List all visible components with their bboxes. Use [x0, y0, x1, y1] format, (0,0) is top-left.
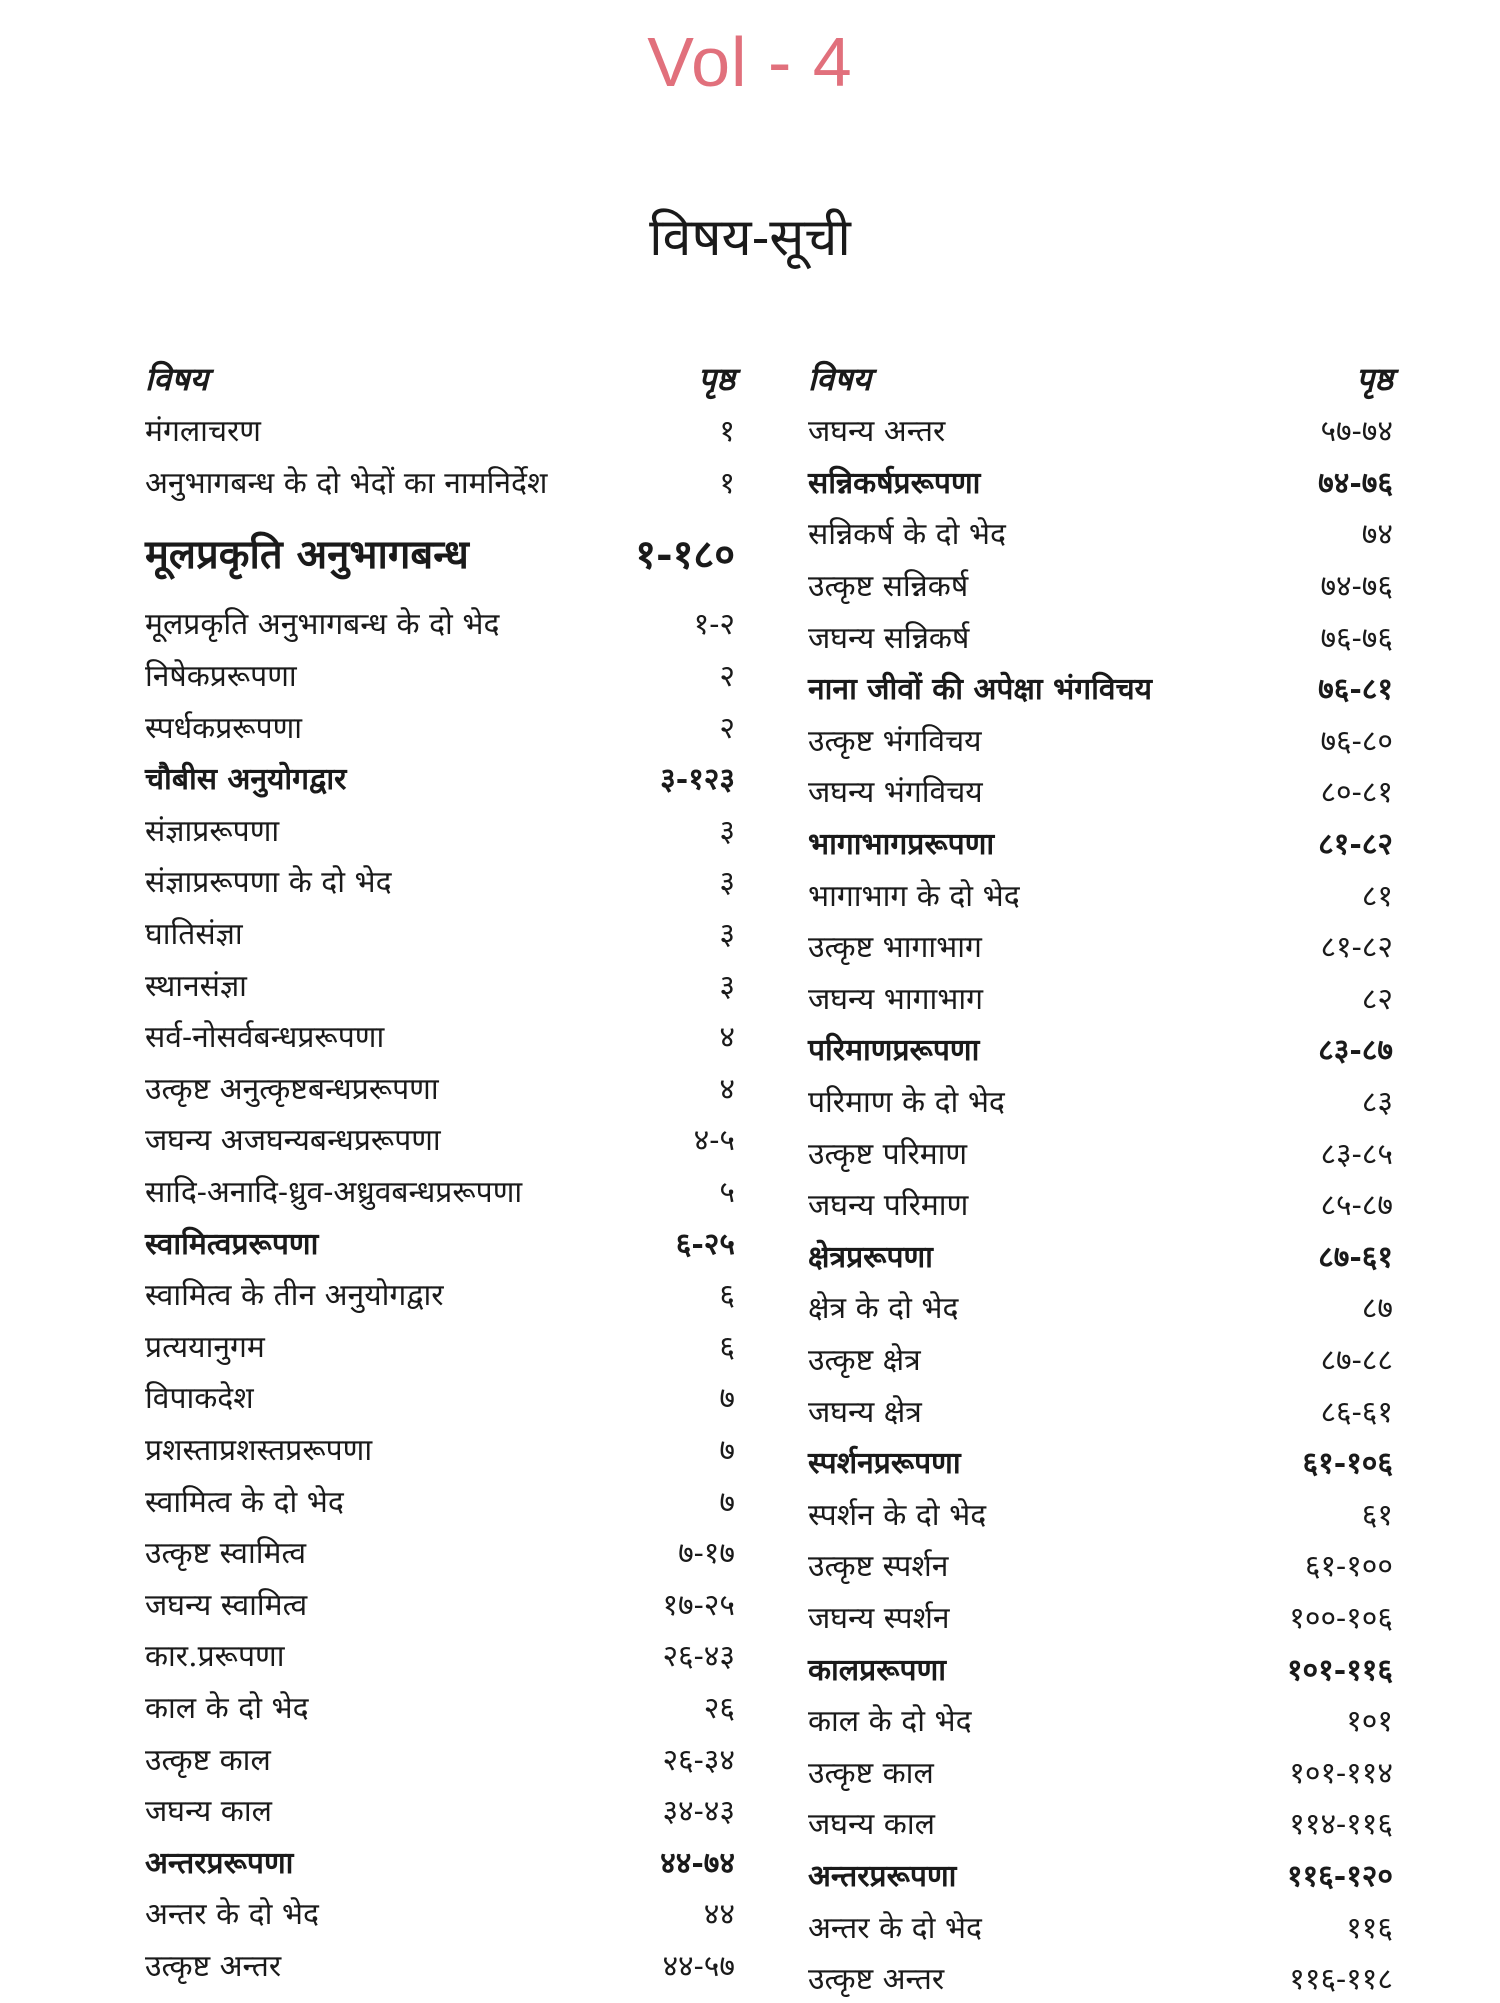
- toc-entry-label: विपाकदेश: [145, 1381, 254, 1417]
- toc-entry-label: निषेकप्ररूपणा: [145, 659, 297, 695]
- toc-entry-label: जघन्य भंगविचय: [808, 775, 983, 811]
- toc-entry: [808, 1849, 1393, 1901]
- toc-entry-page: २: [719, 659, 735, 695]
- toc-entry-label: जघन्य सन्निकर्ष: [808, 620, 970, 656]
- toc-entry-page: १: [719, 414, 735, 450]
- toc-entry-page: ७६-८१: [1318, 672, 1393, 708]
- toc-entry: [808, 1900, 1393, 1952]
- toc-entry-page: ६: [719, 1329, 735, 1365]
- toc-entry-page: ५: [719, 1175, 735, 1211]
- toc-entry-label: उत्कृष्ट स्पर्शन: [808, 1549, 949, 1585]
- toc-entry: [808, 1230, 1393, 1282]
- toc-entry-label: उत्कृष्ट परिमाण: [808, 1136, 968, 1172]
- toc-entry-label: सादि-अनादि-ध्रुव-अध्रुवबन्धप्ररूपणा: [145, 1175, 523, 1211]
- subject-header: विषय: [145, 359, 209, 398]
- toc-entry-page: ४४: [703, 1897, 735, 1933]
- toc-entry: [808, 456, 1393, 508]
- toc-entry: [145, 649, 735, 701]
- toc-entry-page: ४४-७४: [660, 1845, 735, 1881]
- toc-entry: [145, 958, 735, 1010]
- toc-entry: [808, 1952, 1393, 2003]
- toc-entry-label: मंगलाचरण: [145, 414, 261, 450]
- toc-entry: [808, 868, 1393, 920]
- toc-entry-page: ६: [719, 1278, 735, 1314]
- toc-entry-label: क्षेत्रप्ररूपणा: [808, 1239, 933, 1275]
- toc-entry: [808, 1694, 1393, 1746]
- toc-entry-page: ६१: [1361, 1497, 1393, 1533]
- toc-entry-label: स्पर्शनप्ररूपणा: [808, 1446, 961, 1482]
- toc-entry-page: ७४-७६: [1320, 569, 1393, 605]
- toc-entry-page: ११६-१२०: [1286, 1858, 1393, 1894]
- toc-entry-label: भागाभाग के दो भेद: [808, 878, 1020, 914]
- toc-entry: [145, 507, 735, 597]
- subject-header: विषय: [808, 359, 872, 398]
- toc-entry: [808, 1281, 1393, 1333]
- toc-entry: [145, 1423, 735, 1475]
- toc-entry: [808, 1797, 1393, 1849]
- toc-entry-page: २६-४३: [662, 1639, 735, 1675]
- toc-entry: [808, 1487, 1393, 1539]
- toc-entry-page: ७: [719, 1432, 735, 1468]
- toc-entry-page: ६-२५: [675, 1226, 735, 1262]
- toc-entry: [145, 456, 735, 508]
- toc-entry-page: ६१-१०६: [1302, 1446, 1393, 1482]
- toc-entry: [808, 610, 1393, 662]
- toc-entry: [808, 1333, 1393, 1385]
- toc-entry: [145, 1474, 735, 1526]
- toc-entry-page: ४-५: [693, 1123, 735, 1159]
- toc-entry: [145, 1216, 735, 1268]
- toc-entry-label: स्वामित्व के दो भेद: [145, 1484, 344, 1520]
- toc-entry-label: जघन्य स्वामित्व: [145, 1587, 308, 1623]
- toc-entry: [145, 1784, 735, 1836]
- toc-entry: [808, 507, 1393, 559]
- toc-entry-label: जघन्य परिमाण: [808, 1188, 969, 1224]
- page-header: पृष्ठ: [697, 359, 735, 398]
- toc-entry-page: ८७-८८: [1320, 1342, 1393, 1378]
- toc-entry-label: उत्कृष्ट अन्तर: [808, 1962, 945, 1998]
- toc-entry-page: ११६: [1346, 1910, 1393, 1946]
- toc-entry-label: जघन्य अन्तर: [808, 414, 946, 450]
- toc-entry: [808, 1126, 1393, 1178]
- toc-entry-label: उत्कृष्ट भंगविचय: [808, 723, 982, 759]
- toc-entry-label: उत्कृष्ट भागाभाग: [808, 930, 982, 966]
- toc-entry-label: अन्तरप्ररूपणा: [145, 1845, 294, 1881]
- toc-entry-label: मूलप्रकृति अनुभागबन्ध के दो भेद: [145, 607, 500, 643]
- toc-entry-label: जघन्य भागाभाग: [808, 981, 984, 1017]
- toc-entry-label: घातिसंज्ञा: [145, 917, 243, 953]
- toc-entry-page: ८३-८५: [1320, 1136, 1393, 1172]
- toc-entry: [145, 1526, 735, 1578]
- toc-entry: [145, 1113, 735, 1165]
- toc-entry: [808, 404, 1393, 456]
- toc-entry: [145, 1062, 735, 1114]
- toc-entry: [808, 1591, 1393, 1643]
- toc-header: [145, 352, 735, 404]
- toc-entry: [808, 920, 1393, 972]
- toc-entry: [808, 1178, 1393, 1230]
- toc-entry: [808, 765, 1393, 817]
- toc-entry-page: २६: [703, 1690, 735, 1726]
- toc-entry-page: ७-१७: [678, 1536, 735, 1572]
- toc-entry-label: क्षेत्र के दो भेद: [808, 1291, 959, 1327]
- toc-entry-page: ८५-८७: [1320, 1188, 1393, 1224]
- toc-entry: [145, 752, 735, 804]
- page-title: विषय-सूची: [649, 208, 851, 268]
- toc-entry-page: १-२: [693, 607, 735, 643]
- toc-entry-label: स्वामित्व के तीन अनुयोगद्वार: [145, 1278, 444, 1314]
- toc-entry-label: चौबीस अनुयोगद्वार: [145, 762, 347, 798]
- toc-entry-label: परिमाणप्ररूपणा: [808, 1033, 980, 1069]
- toc-entry: [808, 1642, 1393, 1694]
- toc-entry-page: ७: [719, 1381, 735, 1417]
- toc-entry: [145, 1835, 735, 1887]
- toc-entry: [808, 1745, 1393, 1797]
- toc-entry-page: ७४: [1361, 517, 1393, 553]
- toc-entry-label: जघन्य क्षेत्र: [808, 1394, 922, 1430]
- toc-entry-label: काल के दो भेद: [145, 1690, 309, 1726]
- toc-entry-label: अनुभागबन्ध के दो भेदों का नामनिर्देश: [145, 465, 548, 501]
- toc-entry-page: ४४-५७: [662, 1948, 735, 1984]
- toc-entry-page: ८३: [1361, 1085, 1393, 1121]
- toc-entry: [808, 972, 1393, 1024]
- toc-entry-page: ८२: [1361, 981, 1393, 1017]
- toc-entry-page: ३-१२३: [660, 762, 735, 798]
- toc-column-left: [145, 352, 735, 1990]
- toc-entry-page: १०१-११४: [1289, 1755, 1393, 1791]
- toc-header: [808, 352, 1393, 404]
- toc-entry-page: ८७: [1361, 1291, 1393, 1327]
- toc-entry-label: परिमाण के दो भेद: [808, 1085, 1005, 1121]
- toc-entry: [808, 1023, 1393, 1075]
- toc-entry-label: उत्कृष्ट काल: [808, 1755, 934, 1791]
- toc-entry-page: ४: [719, 1071, 735, 1107]
- toc-entry: [808, 817, 1393, 869]
- toc-entry: [145, 1629, 735, 1681]
- toc-entry-label: जघन्य स्पर्शन: [808, 1600, 950, 1636]
- toc-entry: [808, 662, 1393, 714]
- toc-entry-page: १७-२५: [662, 1587, 735, 1623]
- toc-entry-page: ८१-८२: [1318, 827, 1393, 863]
- toc-entry-label: स्थानसंज्ञा: [145, 968, 247, 1004]
- toc-entry-label: स्वामित्वप्ररूपणा: [145, 1226, 319, 1262]
- toc-entry-page: १०१: [1346, 1704, 1393, 1740]
- toc-entry-page: ८०-८१: [1320, 775, 1393, 811]
- toc-entry-page: ७४-७६: [1318, 465, 1393, 501]
- toc-entry-label: स्पर्शन के दो भेद: [808, 1497, 987, 1533]
- toc-entry-page: ३: [719, 968, 735, 1004]
- toc-entry: [145, 907, 735, 959]
- toc-entry: [145, 1681, 735, 1733]
- toc-entry: [145, 1010, 735, 1062]
- toc-entry: [145, 1268, 735, 1320]
- toc-entry-label: उत्कृष्ट काल: [145, 1742, 271, 1778]
- toc-entry: [145, 1371, 735, 1423]
- toc-entry-page: ७६-७६: [1320, 620, 1393, 656]
- toc-entry-page: ८१: [1361, 878, 1393, 914]
- toc-entry-page: ६१-१००: [1304, 1549, 1393, 1585]
- toc-entry: [145, 700, 735, 752]
- toc-entry-label: उत्कृष्ट अनुत्कृष्टबन्धप्ररूपणा: [145, 1071, 439, 1107]
- toc-entry-page: ४: [719, 1020, 735, 1056]
- toc-entry-label: संज्ञाप्ररूपणा के दो भेद: [145, 865, 392, 901]
- toc-entry: [808, 1384, 1393, 1436]
- toc-entry-label: उत्कृष्ट अन्तर: [145, 1948, 282, 1984]
- toc-entry-label: मूलप्रकृति अनुभागबन्ध: [145, 530, 469, 578]
- toc-entry: [145, 1887, 735, 1939]
- toc-entry-page: ३४-४३: [662, 1794, 735, 1830]
- toc-entry-page: ८१-८२: [1320, 930, 1393, 966]
- toc-entry-label: अन्तर के दो भेद: [145, 1897, 319, 1933]
- toc-entry-page: ८६-६१: [1320, 1394, 1393, 1430]
- toc-entry-label: नाना जीवों की अपेक्षा भंगविचय: [808, 672, 1153, 708]
- toc-entry-label: जघन्य काल: [808, 1807, 935, 1843]
- toc-entry-page: ११६-११८: [1289, 1962, 1393, 1998]
- volume-label: Vol - 4: [647, 23, 853, 101]
- toc-entry-label: सन्निकर्षप्ररूपणा: [808, 465, 981, 501]
- toc-entry: [145, 804, 735, 856]
- toc-entry-page: ३: [719, 865, 735, 901]
- toc-entry: [145, 1320, 735, 1372]
- toc-entry: [145, 1939, 735, 1991]
- toc-entry-label: प्रशस्ताप्रशस्तप्ररूपणा: [145, 1432, 373, 1468]
- toc-entry-label: संज्ञाप्ररूपणा: [145, 813, 280, 849]
- toc-entry: [145, 855, 735, 907]
- toc-entry-label: उत्कृष्ट स्वामित्व: [145, 1536, 307, 1572]
- toc-entry-label: जघन्य अजघन्यबन्धप्ररूपणा: [145, 1123, 441, 1159]
- toc-entry-page: २: [719, 710, 735, 746]
- toc-entry-label: उत्कृष्ट क्षेत्र: [808, 1342, 921, 1378]
- toc-entry: [145, 1577, 735, 1629]
- toc-entry-label: भागाभागप्ररूपणा: [808, 827, 995, 863]
- toc-entry: [808, 559, 1393, 611]
- toc-entry-label: स्पर्धकप्ररूपणा: [145, 710, 303, 746]
- toc-entry-page: ३: [719, 813, 735, 849]
- toc-entry-label: सर्व-नोसर्वबन्धप्ररूपणा: [145, 1020, 385, 1056]
- toc-entry: [808, 714, 1393, 766]
- toc-entry-label: जघन्य काल: [145, 1794, 272, 1830]
- toc-column-right: [808, 352, 1393, 2003]
- toc-entry-label: काल के दो भेद: [808, 1704, 972, 1740]
- toc-entry-page: ७: [719, 1484, 735, 1520]
- toc-entry-page: १-१८०: [635, 530, 735, 578]
- toc-entry: [808, 1075, 1393, 1127]
- toc-entry: [145, 597, 735, 649]
- toc-entry-page: १: [719, 465, 735, 501]
- toc-entry: [808, 1436, 1393, 1488]
- toc-entry-page: १०१-११६: [1286, 1652, 1393, 1688]
- toc-entry-page: ८३-८७: [1318, 1033, 1393, 1069]
- toc-entry-page: ७६-८०: [1320, 723, 1393, 759]
- toc-entry-page: २६-३४: [662, 1742, 735, 1778]
- toc-entry-label: प्रत्ययानुगम: [145, 1329, 265, 1365]
- toc-entry-label: अन्तरप्ररूपणा: [808, 1858, 957, 1894]
- toc-entry-label: सन्निकर्ष के दो भेद: [808, 517, 1006, 553]
- toc-entry-label: उत्कृष्ट सन्निकर्ष: [808, 569, 969, 605]
- toc-entry: [808, 1539, 1393, 1591]
- toc-entry-label: कार.प्ररूपणा: [145, 1639, 285, 1675]
- toc-entry-label: कालप्ररूपणा: [808, 1652, 947, 1688]
- page-header: पृष्ठ: [1355, 359, 1393, 398]
- toc-entry: [145, 404, 735, 456]
- toc-entry-page: ३: [719, 917, 735, 953]
- toc-entry-page: १००-१०६: [1289, 1600, 1393, 1636]
- toc-entry: [145, 1165, 735, 1217]
- toc-entry-page: ५७-७४: [1320, 414, 1393, 450]
- toc-entry-page: ११४-११६: [1289, 1807, 1393, 1843]
- toc-entry: [145, 1732, 735, 1784]
- toc-entry-label: अन्तर के दो भेद: [808, 1910, 982, 1946]
- toc-entry-page: ८७-६१: [1318, 1239, 1393, 1275]
